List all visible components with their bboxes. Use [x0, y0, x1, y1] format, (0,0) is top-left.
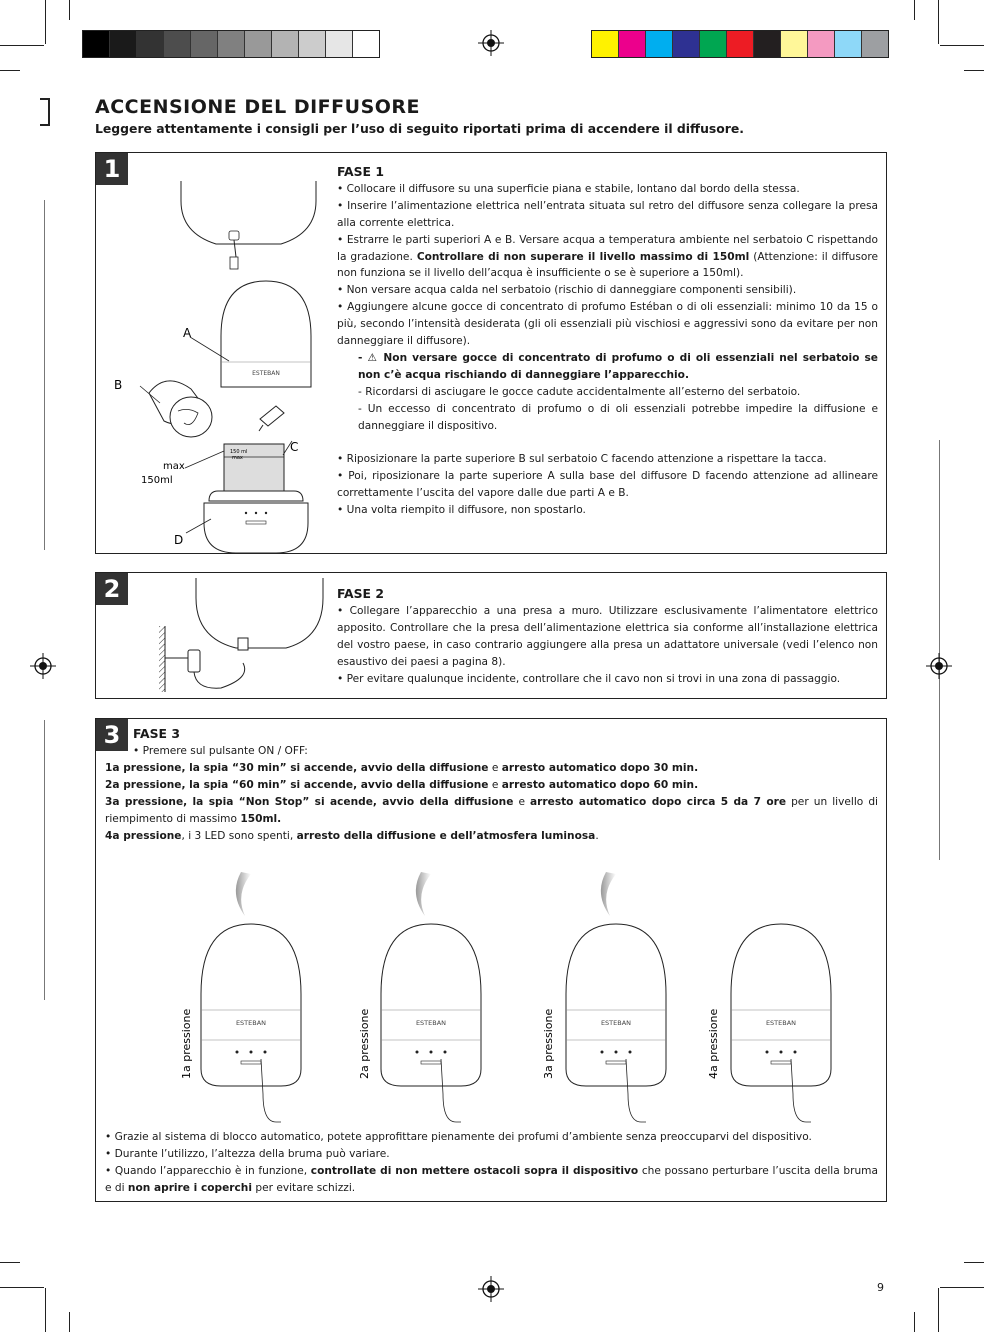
step-number: 3	[96, 719, 128, 751]
instruction: • Riposizionare la parte superiore B sul serbatoio C facendo attenzione a rispettare la tacca.	[337, 453, 827, 466]
mist-icon	[416, 872, 431, 916]
step-2-text	[337, 586, 878, 687]
brand-label: ESTEBAN	[765, 1019, 797, 1027]
crop-mark	[938, 0, 939, 44]
instruction: • Una volta riempito il diffusore, non spostarlo.	[337, 504, 586, 517]
color-swatch	[646, 31, 673, 57]
margin-line	[939, 440, 940, 860]
color-swatch	[272, 31, 299, 57]
instruction: • Aggiungere alcune gocce di concentrato di profumo Estéban o di oli essenziali: minimo 10 da 15 o più, secondo l’intensità desiderata (gli oli essenziali più vischiosi e aggressivi sono da evitare per non danneggiare il diffusore).	[337, 301, 878, 348]
instruction: • Collocare il diffusore su una superficie piana e stabile, lontano dal bordo della stessa.	[337, 182, 800, 195]
brand-label: ESTEBAN	[252, 370, 280, 377]
press-illustrations	[96, 854, 886, 1134]
color-swatch	[592, 31, 619, 57]
crop-mark	[964, 1262, 984, 1263]
color-swatch	[700, 31, 727, 57]
note: - Ricordarsi di asciugare le gocce cadute accidentalmente all’esterno del serbatoio.	[358, 385, 801, 398]
color-swatch	[781, 31, 808, 57]
crop-mark	[0, 1262, 20, 1263]
color-swatch	[862, 31, 888, 57]
part-b-drawing	[149, 381, 212, 437]
press-label: 2a pressione	[358, 1008, 371, 1079]
step-title: FASE 3	[133, 726, 180, 741]
mist-icon	[601, 872, 616, 916]
label-a: A	[183, 326, 192, 340]
crop-mark	[45, 1288, 46, 1332]
color-swatch	[619, 31, 646, 57]
color-swatch	[191, 31, 218, 57]
power-plug-icon	[238, 638, 248, 650]
crop-mark	[0, 70, 20, 71]
color-swatch	[673, 31, 700, 57]
color-swatch	[353, 31, 379, 57]
press-label: 4a pressione	[707, 1008, 720, 1079]
step-1-panel	[95, 152, 887, 554]
step-2-panel	[95, 572, 887, 699]
bracket-mark	[40, 98, 50, 126]
crop-mark	[940, 1287, 984, 1288]
page-title: ACCENSIONE DEL DIFFUSORE	[95, 96, 421, 118]
power-socket-icon	[229, 231, 239, 240]
margin-line	[44, 720, 45, 1000]
registration-mark-icon	[478, 1276, 504, 1302]
step-number: 1	[96, 153, 128, 185]
brand-label: ESTEBAN	[235, 1019, 267, 1027]
step-1-illustration	[114, 161, 336, 551]
page-subtitle: Leggere attentamente i consigli per l’uso di seguito riportati prima di accendere il diffusore.	[95, 121, 745, 136]
color-swatch	[727, 31, 754, 57]
instruction: • Estrarre le parti superiori A e B. Versare acqua a temperatura ambiente nel serbatoio C rispettando la gradazione. Controllare di non superare il livello massimo di 150ml (Attenzione: il diffusore non funziona se il livello dell’acqua è insufficiente o se è superiore a 150ml).	[337, 233, 878, 280]
brand-label: ESTEBAN	[415, 1019, 447, 1027]
press-line: 1a pressione, la spia “30 min” si accende, avvio della diffusione e arresto automatico dopo 30 min.	[105, 762, 699, 774]
color-swatch	[835, 31, 862, 57]
note: • Grazie al sistema di blocco automatico, potete approfittare pienamente dei profumi d’ambiente senza preoccuparvi del dispositivo.	[105, 1131, 812, 1143]
process-color-bar	[591, 30, 889, 58]
press-label: 3a pressione	[542, 1008, 555, 1079]
press-label: 1a pressione	[180, 1008, 193, 1079]
brand-label: ESTEBAN	[600, 1019, 632, 1027]
registration-mark-icon	[478, 30, 504, 56]
diffuser-unit	[566, 872, 666, 1122]
crop-mark	[0, 45, 44, 46]
color-swatch	[245, 31, 272, 57]
color-swatch	[299, 31, 326, 57]
wall-adapter-icon	[188, 650, 200, 672]
color-swatch	[754, 31, 781, 57]
instruction: • Non versare acqua calda nel serbatoio (rischio di danneggiare componenti sensibili).	[337, 284, 797, 297]
instruction: • Premere sul pulsante ON / OFF:	[133, 744, 308, 757]
press-line: 4a pressione, i 3 LED sono spenti, arresto della diffusione e dell’atmosfera luminosa.	[105, 829, 599, 842]
step-number: 2	[96, 573, 128, 605]
step-title: FASE 2	[337, 586, 384, 601]
crop-mark	[0, 1287, 44, 1288]
tank-max-label: max	[232, 455, 243, 461]
color-swatch	[137, 31, 164, 57]
margin-line	[44, 200, 45, 550]
crop-mark	[940, 45, 984, 46]
ml-label: 150ml	[141, 475, 173, 486]
page-number: 9	[877, 1281, 884, 1294]
note: • Quando l’apparecchio è in funzione, controllate di non mettere ostacoli sopra il dispositivo che possano perturbare l’uscita della bruma e di non aprire i coperchi per evitare schizzi.	[105, 1164, 878, 1194]
color-swatch	[326, 31, 353, 57]
note: - Un eccesso di concentrato di profumo o di oli essenziali potrebbe impedire la diffusione e danneggiare il dispositivo.	[358, 402, 878, 432]
step-2-illustration	[151, 578, 331, 693]
max-label: max	[163, 461, 185, 472]
step-3-footer	[105, 1129, 878, 1197]
note: • Durante l’utilizzo, l’altezza della bruma può variare.	[105, 1147, 390, 1160]
instruction: • Collegare l’apparecchio a una presa a muro. Utilizzare esclusivamente l’alimentatore elettrico apposito. Controllare che la presa dell’alimentazione elettrica sia conforme all’installazione elettrica del vostro paese, in caso contrario aggiungere alla presa un adattatore universale (vedi l’elenco non esaustivo dei paesi a pagina 8).	[337, 604, 878, 668]
label-b: B	[114, 378, 123, 392]
diffuser-unit	[731, 924, 831, 1122]
step-3-press-list	[105, 760, 878, 845]
instruction: • Per evitare qualunque incidente, controllare che il cavo non si trovi in una zona di passaggio.	[337, 672, 841, 685]
tank-ml-label: 150 ml	[230, 449, 248, 455]
step-3-header	[133, 726, 633, 760]
crop-mark	[938, 1288, 939, 1332]
label-c: C	[290, 440, 299, 454]
power-plug-icon	[230, 257, 238, 269]
crop-mark	[69, 1312, 70, 1332]
diffuser-unit	[201, 872, 301, 1122]
diffuser-unit	[381, 872, 481, 1122]
crop-mark	[69, 0, 70, 20]
instruction: • Poi, riposizionare la parte superiore A sulla base del diffusore D facendo attenzione ad allineare correttamente l’uscita del vapore dalle due parti A e B.	[337, 470, 878, 500]
crop-mark	[914, 0, 915, 20]
step-3-panel	[95, 718, 887, 1202]
warning: - ⚠ Non versare gocce di concentrato di profumo o di oli essenziali nel serbatoio se non c’è acqua rischiando di danneggiare l’apparecchio.	[358, 351, 878, 381]
crop-mark	[914, 1312, 915, 1332]
registration-mark-icon	[926, 653, 952, 679]
color-swatch	[83, 31, 110, 57]
press-line: 3a pressione, la spia “Non Stop” si acende, avvio della diffusione e arresto automatico dopo circa 5 da 7 ore per un livello di riempimento di massimo 150ml.	[105, 795, 878, 825]
instruction: • Inserire l’alimentazione elettrica nell’entrata situata sul retro del diffusore senza collegare la presa alla corrente elettrica.	[337, 199, 878, 229]
gray-color-bar	[82, 30, 380, 58]
label-d: D	[174, 533, 184, 547]
mist-icon	[236, 872, 251, 916]
registration-mark-icon	[30, 653, 56, 679]
press-line: 2a pressione, la spia “60 min” si accende, avvio della diffusione e arresto automatico dopo 60 min.	[105, 778, 699, 791]
color-swatch	[110, 31, 137, 57]
crop-mark	[45, 0, 46, 44]
color-swatch	[218, 31, 245, 57]
step-1-text	[337, 164, 878, 519]
crop-mark	[964, 70, 984, 71]
color-swatch	[164, 31, 191, 57]
color-swatch	[808, 31, 835, 57]
warning-icon: ⚠	[367, 351, 379, 364]
step-title: FASE 1	[337, 164, 384, 179]
